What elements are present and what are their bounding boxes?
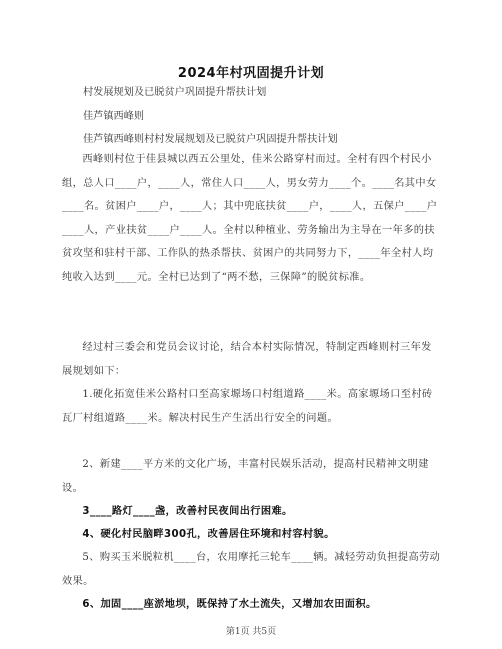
- subtitle-line-1: 村发展规划及已脱贫户巩固提升帮扶计划: [83, 87, 267, 98]
- intro-paragraph: 西峰则村位于佳县城以西五公里处，佳米公路穿村而过。全村有四个村民小组，总人口____户，____人，常住人口____人，男女劳力____个。____名其中女____名。贫困户____户，____人；其中兜底扶贫____户，____人，五保户____户____人，产业扶贫____户____人。全村以种植业、劳务输出为主导在一年多的扶贫攻坚和驻村干部、工作队的热杀帮扶、贫困户的共同努力下，____年全村人均纯收入达到____元。全村已达到了“两不愁，三保障”的脱贫标准。: [62, 154, 438, 283]
- plan-item-5: 5、购买玉米脱粒机____台，农用摩托三轮车____辆。减轻劳动负担提高劳动效果。: [62, 552, 441, 587]
- plan-item-1: 1.硬化拓宽佳米公路村口至高家塬场口村组道路____米。高家塬场口至村砖瓦厂村组道路____米。解决村民生产生活出行安全的问题。: [62, 389, 433, 424]
- subtitle-line-2: 佳芦镇西峰则: [83, 111, 145, 122]
- plan-item-4: 4、硬化村民脑畔300孔，改善居住环境和村容村貌。: [82, 529, 335, 540]
- plan-item-2: 2、新建____平方米的文化广场，丰富村民娱乐活动，提高村民精神文明建设。: [62, 459, 429, 494]
- plan-item-3: 3____路灯____盏，改善村民夜间出行困难。: [82, 506, 293, 517]
- subtitle-line-3: 佳芦镇西峰则村村发展规划及已脱贫户巩固提升帮扶计划: [83, 134, 338, 145]
- page-footer: 第1页 共5页: [225, 627, 277, 637]
- plan-item-6: 6、加固____座淤地坝，既保持了水土流失，又增加农田面积。: [82, 599, 377, 610]
- plan-intro-paragraph: 经过村三委会和党员会议讨论，结合本村实际情况，特制定西峰则村三年发展规划如下：: [62, 342, 432, 377]
- document-title: 2024年村巩固提升计划: [177, 66, 325, 81]
